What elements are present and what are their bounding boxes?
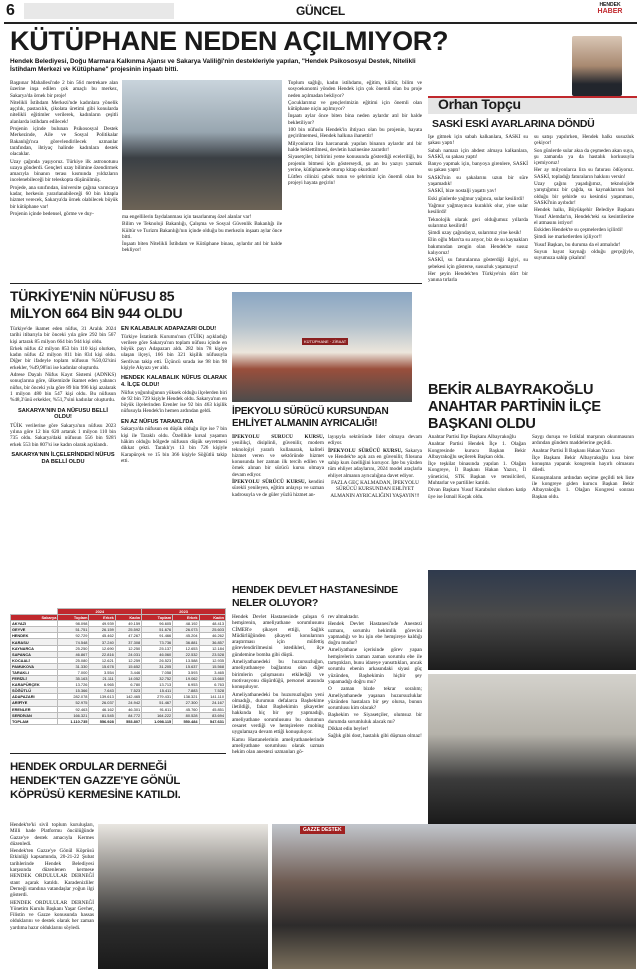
table-header-cell: Erkek [173,615,199,621]
table-cell: 13.726 [58,682,89,688]
paragraph: Başhekim ve Siyasetçiler, olumsuz bir durumda sorumluluk alacak mı? [328,712,422,725]
table-cell: 51.751 [58,627,89,633]
paragraph: Erkek nüfus 42 milyon 853 bin 110 kişi olurken, kadın nüfus 42 milyon 811 bin 834 kişi oldu. Diğer bir ifadeyle toplam nüfusun %50,02'sini erkekler, %49,98'ini ise kadınlar oluşturdu. [10,345,116,371]
table-cell: 80.528 [173,712,199,718]
paragraph: Adrese Dayalı Nüfus Kayıt Sistemi (ADNKS) sonuçlarına göre, ülkemizde ikamet eden yabancı nüfus, bir önceki yıla göre 89 bin 996 kişi azalarak 1 milyon 480 bin 547 kişi oldu. Bu nüfusun %48,3'ünü erkekler, %51,7'sini kadınlar oluşturdu. [10,372,116,404]
paragraph: Siyasetçiler, birbirini yeme konusunda gösterdiği eceleriliği, bu projenin bitmesi için gösterseydi, şu an bu yazıyı yazmak yerine, kütüphanede oturup kitap okurdum! [288,154,422,173]
congress-group-photo [428,570,636,670]
paragraph: Dikkat edin beyler! [328,726,369,733]
lead-subhead: Hendek Belediyesi, Doğu Marmara Kalkınma Ajansı ve Sakarya Valiliği'nin destekleriyle yapılan, "Hendek Psikososyal Destek, Nitelikli İstihdam Merkezi ve Kütüphane" projesinin inşaatı bitti. [10,58,416,73]
gaza-kermes-photo-1 [98,824,268,969]
columnist-name: Orhan Topçu [438,96,521,112]
paragraph: Sakarya'da nüfusun en düşük olduğu ilçe ise 7 bin kişi ile Taraklı oldu. Özellikle kırsal yaşamın hâkim olduğu bölgede nüfusun düşük seyretmesi dikkat çekti. Taraklı'yı 13 bin 726 kişiyle Karapürçek ve 15 bin 366 kişiyle Söğütlü takip etti. [121,426,227,464]
lead-col-1 [10,80,118,280]
albayrak-headline: BEKİR ALBAYRAKOĞLU ANAHTAR PARTİNİN İLÇE BAŞKANI OLDU [428,382,601,432]
table-cell: 24.167 [199,700,225,706]
table-cell: 47.267 [115,633,141,639]
table-cell: 48.413 [199,621,225,627]
library-building-photo [122,80,282,210]
table-cell: 1.110.735 [58,718,89,724]
table-cell: 31.205 [142,663,173,669]
table-cell: 6.763 [199,682,225,688]
table-cell: 15.411 [142,688,173,694]
table-cell: SAPANCA [11,651,58,657]
paragraph: Saygı duruşu ve İstiklal marşının okunmasının ardından gündem maddelerine geçildi. [532,434,634,447]
paragraph: Elin oğlu Mars'ta su arıyor, biz de su kaynakları bakımından zengin olan Hendek'te susuz kalıyoruz! [428,237,528,257]
table-cell: HENDEK [11,633,58,639]
table-cell: 15.652 [115,663,141,669]
table-cell: ERENLER [11,706,58,712]
paragraph: Sabah namazı için abdest almaya kalkanlara, SASKİ, su şakası yaptı! [428,147,528,160]
hospital-col-2 [328,614,422,822]
paragraph: FAZLA GEÇ KALMADAN, İPEKYOLU SÜRÜCÜ KURSUNDAN EHLİYET ALMANIN AYRICALIĞINI YAŞAYIN!!! [330,480,420,499]
subheading: SAKARYA'NIN İLÇELERİNDEKİ NÜFUS DA BELLİ OLDU [11,451,115,465]
table-cell: 45.462 [89,633,115,639]
paragraph: Hendek Devlet Hastanesinde çalışan 6 hemşirenin, ameliyathane sorumlusunu CİMER'e şikayet ettiği, Sağlık Müdürlüğünden şikayeti konularının araştırması için müfettiş görevlendirilmesini istedikleri, ilçe gündemine bomba gibi düştü. [232,614,324,658]
paragraph: Sakarya ve Hendek'te açık ara en güvenilir, filosuna sahip kurs özelliğini koruyor. İşte bu yüzden tüm ehliyet adaylarını, 2024 model araçlarla ehliyet almanın ayrıcalığına davet ediyor. [328,447,422,479]
paragraph: Yusuf Başkan, bu duruma da el atmalıdır! [534,241,621,248]
table-cell: 556.928 [89,718,115,724]
table-cell: 25.592 [115,627,141,633]
paragraph: Çocuklarımız ve gençlerimizin eğitimi için önemli olan kütüphane niçin açılmıyor? [288,99,422,113]
table-cell: TOPLAM [11,718,58,724]
population-col-1 [10,326,116,606]
table-cell: 13.588 [173,657,199,663]
paragraph: su satışı yapılırken, Hendek halkı susuzluk çekiyor! [534,134,634,147]
table-header-cell: Toplam [142,615,173,621]
paragraph: Uzay çağını yaşadığımız, teknolojide yarıştığımız bir çağda, su kaynaklarının bol olduğu bir şehirde su kesintisi yaşanması, SASKİ'nin ayıbıdır! [534,181,634,206]
paragraph: Projenin içinde bulunan Psikososyal Destek Merkezinde, Aile ve Sosyal Politikalar Bakanlığı'nca görevlendirilecek uzmanlar tarafından, ihtiyaç halinde kadınlara destek olacaklar. [10,126,118,158]
table-cell: FERİZLİ [11,676,58,682]
paragraph: Hendek halkı, Büyükşehir Belediye Başkanı Yusuf Alemdar'ın, Hendek'teki su kesintilerine el atmasını istiyor! [534,207,634,226]
table-cell: 7.000 [58,669,89,675]
gaza-kermes-photo-2 [272,824,636,969]
table-cell: 139.613 [89,694,115,700]
paragraph: Teknolojik olarak geri olduğumuz yıllarda sularımız kesilirdi! [428,216,528,229]
table-cell: 92.729 [58,633,89,639]
table-cell: GEYVE [11,627,58,633]
table-cell: 24.031 [115,651,141,657]
table-cell: 12.259 [115,657,141,663]
hospital-headline: HENDEK DEVLET HASTANESİNDE NELER OLUYOR? [232,584,398,609]
table-cell: KOCAALİ [11,657,58,663]
lead-col-2 [122,214,282,280]
paragraph: Projenin içinde bedensel, görme ve duy- [10,210,94,217]
paragraph: Hendek'ten Gazze'ye Gönül Köprüsü Etkinliği kapsamında, 20-21-22 Şubat tarihlerinde Hendek Belediyesi karşısında düzenlenen kermese HENDEK ORDULULAR DERNEĞİ stant açarak katıldı. Karadenizliler Derneği standına vatandaşlar yoğun ilgi gösterdi. [10,848,94,899]
paragraph: İlçe teşkilat binasında yapılan 1. Olağan Kongreye, İl Başkanı Hakan Yazıcı, İl yöneticisi, STK Başkan ve temsilcileri, Muhtarlar ve partililer katıldı. [428,461,526,487]
table-cell: 166.321 [58,712,89,718]
table-cell: 6.780 [115,682,141,688]
table-cell: 26.073 [173,627,199,633]
driving-headline: İPEKYOLU SÜRÜCÜ KURSUNDAN EHLİYET ALMANIN AYRICALIĞI! [232,406,389,429]
albayrak-col-1 [428,434,526,566]
table-cell: 142.465 [115,694,141,700]
paragraph: Her ay milyonlarca lira su faturası ödüyoruz. SASKİ, topladığı faturaların hakkını versin! [534,167,634,180]
paragraph: Divan Başkanı Yusuf Karabulut olurken katip üye ise İsmail Koçak oldu. [428,487,526,500]
table-cell: 92.463 [58,706,89,712]
paragraph: O zaman bizde tekrar soralım; Ameliyathanede yaşanan huzursuzluklar yüzünden hastalara bir şey olursa, bunun sorumlusu kim olacak? [328,686,422,712]
bold-lead: İPEKYOLU SÜRÜCÜ KURSU, [232,434,324,440]
table-cell: 12.690 [89,645,115,651]
paragraph: Hendek Devlet Hastanesi'nde Anestezi uzmanı, sorumlu hekimlik görevini yapmadığı ve bu işin ebe hemşireye kaldığı doğru mudur? [328,621,422,647]
paragraph: Yağmur yağmayınca kuraklık olur, yine sular kesilirdi! [428,202,528,216]
table-cell: 138.321 [173,694,199,700]
table-cell: 73.736 [142,639,173,645]
table-cell: 24.942 [115,700,141,706]
page-header [0,0,641,24]
hospital-col-1 [232,614,324,822]
paragraph: Konuşmaların ardından seçime geçildi tek liste ile kongreye giden kurucu Başkan Bekir Albayrakoğlu 1. Olağan Kongresi sonrası Başkan oldu. [532,474,634,500]
paragraph: Anahtar Partisi Hendek İlçe 1. Olağan Kongresinde kurucu Başkan Bekir Albayrakoğlu seçilerek Başkan oldu. [428,441,526,460]
table-cell: AKYAZI [11,621,58,627]
paragraph: Ameliyathanedeki bu huzursuzluğun yeni olmadığı, durumun defalarca Başhekime iletildiği, fakat Başhekimin şikayetler hakkında hiç bir şey yapmadığı, ameliyathane sorumlusunu bu durumun cesaret verdiği ve hemşirelere mobing uygulamaya devam ettiği konuşuluyor. [232,691,324,736]
subheading: SAKARYA'NIN DA NÜFUSU BELLİ OLDU! [18,407,108,421]
paragraph: Türkiye İstatistik Kurumu'nun (TÜİK) açıkladığı verilere göre Sakarya'nın toplam nüfusu içinde en büyük payı Adapazarı aldı. 282 bin 78 kişiye ulaşan ilçeyi, 166 bin 321 kişilik nüfusuyla Serdivan takip etti. Üçüncü sırada ise 98 bin 98 kişiyle Akyazı yer aldı. [121,333,227,372]
paragraph: Lütfen cilinizi çabuk tutun ve şehrimiz için önemli olan bu projeyi hayata geçirin! [288,174,422,187]
paragraph: Toplum sağlığı, kadın istihdamı, eğitim, kültür, bilim ve sosyoekonomi yönden Hendek için çok önemli olan bu proje neden açılmadan bekliyor? [288,80,422,99]
lead-headline: KÜTÜPHANE NEDEN AÇILMIYOR? [10,26,449,56]
paragraph: rev almaktadır. [328,614,360,620]
subheading: EN KALABALIK ADAPAZARI OLDU! [121,326,217,332]
table-cell: 26.037 [89,700,115,706]
table-cell: 91.466 [142,633,173,639]
table-cell: 98.098 [58,621,89,627]
table-cell: 12.621 [89,657,115,663]
table-cell: 1.098.115 [142,718,173,724]
section-rule [10,283,422,284]
paragraph: Anahtar Partisi İl Başkanı Hakan Yazıcı [532,447,615,454]
table-cell: 15.366 [58,688,89,694]
table-header-cell: Erkek [89,615,115,621]
table-cell: 27.300 [173,700,199,706]
population-col-2 [121,326,227,606]
paragraph: İnşaatı biten Nitelikli İstihdam ve Kütüphane binası, aylardır atıl bir halde bekliyor! [122,241,282,254]
bottom-rule [10,753,226,754]
table-cell: 23.528 [199,651,225,657]
paragraph: Milyonlarca lira harcanarak yapılan binanın aylardır atıl bir halde beklettilmesi, devletin hazinesine zarardır! [288,140,422,153]
table-cell: 553.807 [115,718,141,724]
paragraph: Bilim ve Teknoloji Bakanlığı, Çalışma ve Sosyal Güvenlik Bakanlığı ile Kültür ve Turizm Bakanlığı'nın içinde olduğu bu merkezin inşaatı aylar önce bitti. [122,221,282,240]
congress-stage-photo [428,674,636,824]
table-cell: 7.058 [142,669,173,675]
paragraph: ma engellilerin faydalanması için tasarlanmış özel alanlar var! [122,214,252,220]
table-cell: 36.857 [199,639,225,645]
table-cell: 25.603 [199,627,225,633]
table-cell: 46.867 [58,651,89,657]
driving-school-photo [232,292,412,402]
gaza-headline: HENDEK ORDULAR DERNEĞİ HENDEK'TEN GAZZE'YE GÖNÜL KÖPRÜSÜ KERMESİNE KATILDI. [10,761,181,801]
table-cell: 46.162 [89,706,115,712]
table-cell: 282.078 [58,694,89,700]
paragraph: Son günlerde sular akıa da çeşmeden akan suya, şu zamanda ya da hastalık korkusuyla içemiyoruz! [534,147,634,167]
table-cell: 3.593 [173,669,199,675]
year-2024: 2024 [58,609,142,615]
table-cell: 25.250 [58,645,89,651]
paragraph: Kamu Hastanelerinin ameliyathanelerinde ameliyathane sorumlusu olarak uzman hekim olan anestezi uzmanları gö- [232,736,324,756]
table-cell: 91.611 [142,706,173,712]
population-table [10,608,226,725]
section-title: GÜNCEL [296,4,345,18]
table-cell: 37.308 [115,639,141,645]
paragraph: Hendek'te'ki sivil toplum kuruluşları, Milli hade Platformu öncülüğünde Gazze'ye destek amacıyla Kermes düzenledi. [10,822,94,847]
paragraph: yenilikçi, disiplinli, güvenilir, modern teknolojiyi yararlı kullanarak, kaliteli hizmet veren ve sektöründe hizmet konusunda her zaman ilk tercih edilen ve örnek alınan bir sürücü kursu olmaya devam ediyor. [232,440,324,478]
table-cell: KAYNARCA [11,645,58,651]
brand-logo [584,2,636,20]
paragraph: Eski günlerde yağmur yağınca, sular kesilirdi! [428,195,524,202]
table-cell: PAMUKOVA [11,663,58,669]
albayrak-col-2 [532,434,634,566]
subheading: EN AZ NÜFUS TARAKLI'DA [121,418,194,425]
table-cell: 279.431 [142,694,173,700]
table-cell: 12.250 [115,645,141,651]
header-band [24,3,174,19]
paragraph: Eskiden Hendek'te su çeşmelerden içilirdi! [534,227,623,234]
table-cell: 12.935 [199,657,225,663]
paragraph: Şimdi uzay çağındayız, sularımız yine kesik! [428,230,522,237]
paragraph: Ameliyathanedeki bu huzursuzluğun, ameliyathaneye bağlantısı olan diğer birimlerin çalışmasını etkilediği ve motivasyonu düşürdüğü, personel arasında konuşuluyor. [232,659,324,691]
table-header-cell: Kadın [115,615,141,621]
table-header-cell: Kadın [199,615,225,621]
table-cell: 74.548 [58,639,89,645]
paragraph: Projede, ana sınıfından, üniversite çağına varıncaya kadar, herkesin yararlanabileceği 60 bin kitapla hizmet verecek, Sakarya'da örnek olabilecek büyük bir kütüphane var! [10,184,118,210]
table-cell: 6.965 [89,682,115,688]
paragraph: layışıyla sektöründe lider olmaya devam ediyor. [328,434,422,447]
table-cell: 81.545 [89,712,115,718]
gaza-text [10,822,94,970]
table-cell: 45.851 [199,706,225,712]
page-number: 6 [6,2,15,19]
table-cell: 15.568 [199,663,225,669]
table-cell: 3.554 [89,669,115,675]
table-cell: 46.301 [115,706,141,712]
table-header-cell: Sakarya [11,615,58,621]
table-cell: ADAPAZARI [11,694,58,700]
table-cell: 52.975 [58,700,89,706]
table-cell: 141.110 [199,694,225,700]
table-cell: 164.222 [142,712,173,718]
population-headline: TÜRKİYE'NİN NÜFUSU 85 MİLYON 664 BİN 944 OLDU [10,288,183,321]
table-cell: 83.694 [199,712,225,718]
columnist-photo [572,36,622,96]
table-cell: 19.062 [173,676,199,682]
driving-col-1 [232,434,324,574]
paragraph: Türkiye'de ikamet eden nüfus, 31 Aralık 2024 tarihi itibarıyla bir önceki yıla göre 292 bin 567 kişi artarak 85 milyon 664 bin 944 kişi oldu. [10,326,116,345]
table-cell: 547.631 [199,718,225,724]
table-cell: 14.052 [115,676,141,682]
table-cell: KARAPÜRÇEK [11,682,58,688]
table-cell: 46.262 [199,633,225,639]
table-cell: 48.192 [173,621,199,627]
table-cell: KARASU [11,639,58,645]
lead-col-3 [288,80,422,280]
table-cell: 3.465 [199,669,225,675]
bold-lead: İPEKYOLU SÜRÜCÜ KURSU, [328,447,403,454]
driving-sign: KÜTÜPHANE · ZİRAAT [304,339,347,344]
table-cell: SÖĞÜTLÜ [11,688,58,694]
table-cell: 84.772 [115,712,141,718]
table-cell: 49.939 [89,621,115,627]
paragraph: İnşaatı aylar önce biten bina neden aylardır atıl bir halde bekletiliyor? [288,113,422,126]
brand-line-1: HENDEK [599,2,621,8]
table-cell: 45.760 [173,706,199,712]
table-cell: 51.467 [142,700,173,706]
paragraph: Uzay çağında yaşıyoruz. Türkiye ilk astronotunu uzaya gönderdi. Gençleri uzay bilimine özendirmek amacıyla binanın terası kısmında yıldızların incelenebileceği bir teleskopta düşünülmüş. [10,158,118,184]
paragraph: Nüfus yoğunluğunun yüksek olduğu ilçelerden biri de 92 bin 729 kişiyle Hendek oldu. Sakarya'nın en büyük ilçelerinden Erenler ise 92 bin 463 kişilik nüfusuyla Hendek'in hemen ardından geldi. [121,389,227,415]
table-cell: 25.080 [58,657,89,663]
columnist-box [428,30,637,375]
table-cell: 51.676 [142,627,173,633]
table-cell: 22.532 [173,651,199,657]
paragraph: Nitelikli İstihdam Merkezi'nde kadınlara yönelik aşçılık, pastacılık, çikolata üretimi gibi konularda nitelikli eğitimler verilerek, kadınların çeşitli alanlarda istihdam edilecek! [10,99,118,125]
table-cell: SERDİVAN [11,712,58,718]
subheading: HENDEK KALABALIK NÜFUS OLARAK 4. İLÇE OLDU! [121,375,227,388]
paragraph: HENDEK ORDULULAR DERNEĞİ Yönetim Kurulu Başkanı Yaşar Gevher, Filistin ve Gazze konusunda hassas olduklarını ve destek olarak her zaman yardıma hazır olduklarını söyledi. [10,899,94,931]
table-cell: 6.953 [173,682,199,688]
paragraph: SASKİ'nin su şakalarını uzun bir süre yaşamadık! [428,174,528,188]
table-cell: 12.184 [199,645,225,651]
paragraph: Başpınar Mahallesi'nde 2 bin 564 metrekare alan üzerine inşa edilen çok amaçlı bu merkez, Sakarya'da örnek bir proje! [10,80,118,99]
table-cell: 3.446 [115,669,141,675]
columnist-headline: SASKİ ESKİ AYARLARINA DÖNDÜ [432,118,595,130]
table-cell: 550.484 [173,718,199,724]
paragraph: kendini sürekli yenileyen, eğitim anlayışı ve uzman kadrosuyla ve de güler yüzlü hizmet an- [232,479,324,498]
header-rule [4,22,637,24]
table-cell: 37.240 [89,639,115,645]
table-cell: 15.678 [89,663,115,669]
brand-line-2: HABER [597,8,623,15]
table-cell: 35.163 [58,676,89,682]
paragraph: İlçe Başkanı Bekir Albayrakoğlu kısa birer konuşma yaparak kongrenin hayırlı olmasını diledi. [532,454,634,474]
table-cell: 22.816 [89,651,115,657]
paragraph: 100 bin nüfuslu Hendek'in ihtiyacı olan bu projenin, hayata geçirilmemesi, Hendek halkına ihanettir! [288,127,422,140]
table-header-cell: Toplam [58,615,89,621]
table-cell: 15.637 [173,663,199,669]
table-cell: 45.204 [173,633,199,639]
table-cell: 7.523 [115,688,141,694]
table-cell: 13.660 [199,676,225,682]
table-cell: 12.653 [173,645,199,651]
table-cell: 25.137 [142,645,173,651]
paragraph: Şimdi ise marketlerden içiliyor!! [534,234,602,241]
paragraph: Sağlık gibi dost, hastalık gibi düşman olmaz! [328,733,422,740]
bold-lead: İPEKYOLU SÜRÜCÜ KURSU, [232,479,306,486]
table-cell: 36.881 [173,639,199,645]
table-cell: 7.643 [89,688,115,694]
columnist-col-1 [428,134,528,374]
driving-col-2 [328,434,422,574]
paragraph: SASKİ, bize nostalji yaşattı yav! [428,188,497,195]
paragraph: Ameliyathane içerisinde görev yapan hemşirelerin zaman zaman sorumlu ebe ile tartıştıkları, bunu idareye yansıttıkları, ancak sorumlu ebenin arkasındaki siyasi güç yüzünden, Başhekimin hiçbir şey yapamadığı doğru mu? [328,647,422,685]
table-cell: 13.713 [142,682,173,688]
table-cell: 26.159 [89,627,115,633]
table-cell: 96.605 [142,621,173,627]
paragraph: Suyun hayat kaynağı olduğu gerçeğiyle, suyumuza sahip çıkalım! [534,249,634,262]
table-cell: 32.752 [142,676,173,682]
table-cell: 7.883 [173,688,199,694]
paragraph: TÜİK verilerine göre Sakarya'nın nüfusu 2023 yılına göre 12 bin 620 artarak 1 milyon 110 bin 735 oldu. Sakarya'daki nüfusun 556 bin 928'i erkek 553 bin 807'si ise kadın olarak açıklandı. [10,422,116,448]
gaza-banner: GAZZE DESTEK [300,826,345,834]
paragraph: Anahtar Partisi İlçe Başkanı Albayrakoğlu [428,434,516,440]
table-cell: 31.330 [58,663,89,669]
year-2023: 2023 [142,609,226,615]
table-cell: ARİFİYE [11,700,58,706]
paragraph: SASKİ, su faturalarına gösterdiği ilgiyi, su şebekesi için gösterse, susuzluk yaşamayız! [428,257,528,270]
table-row [11,718,226,724]
paragraph: İşe gitmek için sabah kalkanlara, SASKİ su şakası yaptı! [428,134,528,147]
paragraph: Banyo yapmak için, banyoya girenlere, SASKİ su şakası yaptı! [428,161,528,174]
table-cell: 26.523 [142,657,173,663]
table-cell: 49.159 [115,621,141,627]
table-cell: TARAKLI [11,669,58,675]
columnist-col-2 [534,134,634,374]
table-cell: 46.060 [142,651,173,657]
table-cell: 7.528 [199,688,225,694]
paragraph: Her şeyin Hendek'ten Türkiye'nin dört bir yanına tırlarla [428,270,528,284]
table-cell: 21.111 [89,676,115,682]
